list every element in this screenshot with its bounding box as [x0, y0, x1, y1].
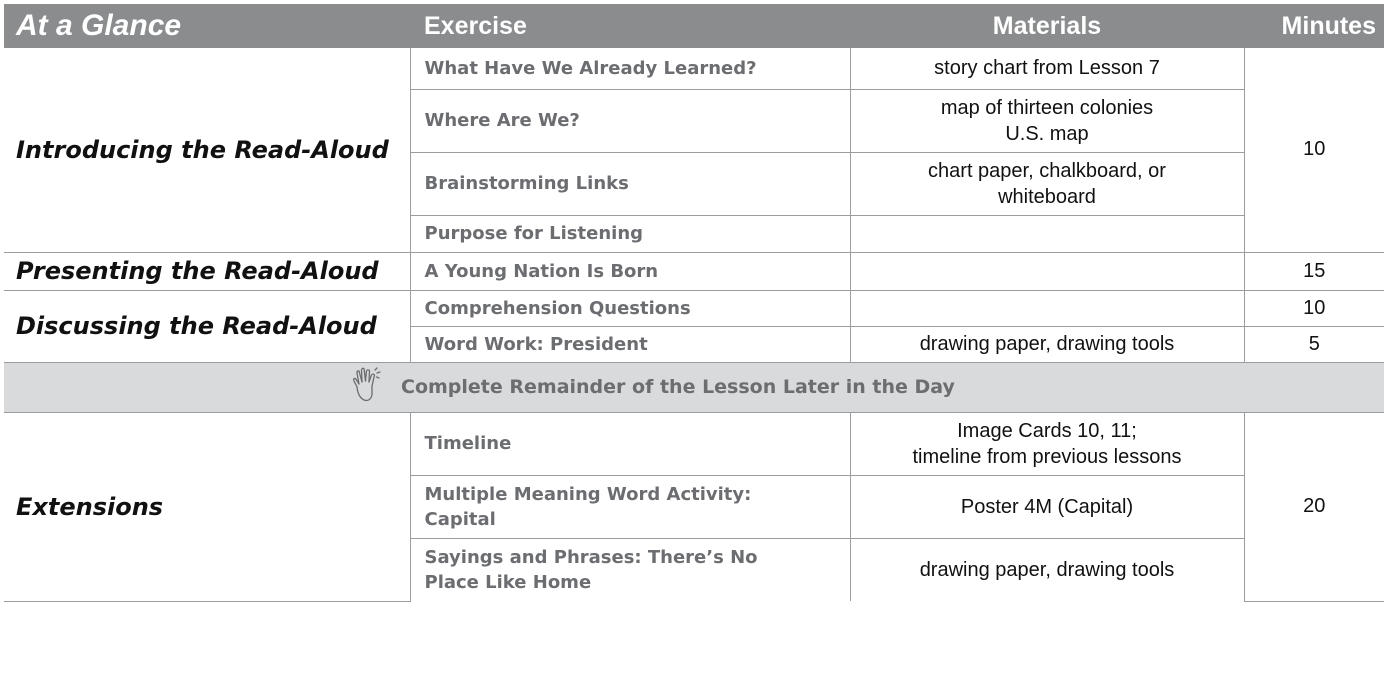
materials-cell: drawing paper, drawing tools	[850, 538, 1244, 601]
materials-cell	[850, 290, 1244, 326]
section-presenting: Presenting the Read-Aloud	[4, 252, 410, 290]
section-introducing: Introducing the Read-Aloud	[4, 48, 410, 252]
materials-cell: story chart from Lesson 7	[850, 48, 1244, 89]
minutes-cell: 15	[1244, 252, 1384, 290]
banner-text: Complete Remainder of the Lesson Later in the Day	[401, 375, 955, 398]
section-extensions: Extensions	[4, 412, 410, 601]
materials-line: whiteboard	[998, 185, 1096, 208]
materials-line: U.S. map	[1005, 122, 1089, 145]
section-discussing: Discussing the Read-Aloud	[4, 290, 410, 362]
exercise-line: Place Like Home	[424, 571, 592, 593]
materials-cell	[850, 412, 1244, 475]
materials-cell: drawing paper, drawing tools	[850, 326, 1244, 362]
table-row	[4, 412, 1384, 475]
minutes-cell: 10	[1244, 48, 1384, 252]
exercise-cell: Comprehension Questions	[410, 290, 850, 326]
minutes-cell: 5	[1244, 326, 1384, 362]
exercise-cell	[410, 538, 850, 601]
minutes-cell: 20	[1244, 412, 1384, 601]
materials-line: Image Cards 10, 11;	[957, 419, 1137, 442]
hand-icon	[349, 367, 383, 408]
exercise-cell: Purpose for Listening	[410, 215, 850, 252]
exercise-cell: What Have We Already Learned?	[410, 48, 850, 89]
materials-line: timeline from previous lessons	[912, 445, 1182, 468]
exercise-cell: Brainstorming Links	[410, 152, 850, 215]
at-a-glance-table	[4, 4, 1384, 602]
header-minutes: Minutes	[1244, 4, 1384, 48]
table-row	[4, 252, 1384, 290]
header-row	[4, 4, 1384, 48]
banner-row	[4, 362, 1384, 412]
materials-cell	[850, 89, 1244, 152]
later-in-day-banner	[4, 362, 1384, 412]
table-title: At a Glance	[4, 4, 410, 48]
exercise-cell: Timeline	[410, 412, 850, 475]
materials-line: map of thirteen colonies	[940, 96, 1154, 119]
table-row	[4, 48, 1384, 89]
minutes-cell: 10	[1244, 290, 1384, 326]
materials-line: chart paper, chalkboard, or	[928, 159, 1166, 182]
exercise-line: Sayings and Phrases: There’s No	[424, 546, 758, 568]
table-row	[4, 290, 1384, 326]
header-exercise: Exercise	[410, 4, 850, 48]
materials-cell	[850, 215, 1244, 252]
exercise-cell: Word Work: President	[410, 326, 850, 362]
exercise-cell: Where Are We?	[410, 89, 850, 152]
exercise-line: Capital	[424, 508, 496, 530]
materials-cell	[850, 252, 1244, 290]
materials-cell	[850, 152, 1244, 215]
exercise-cell	[410, 475, 850, 538]
exercise-line: Multiple Meaning Word Activity:	[424, 483, 752, 505]
header-materials: Materials	[850, 4, 1244, 48]
exercise-cell: A Young Nation Is Born	[410, 252, 850, 290]
materials-cell: Poster 4M (Capital)	[850, 475, 1244, 538]
